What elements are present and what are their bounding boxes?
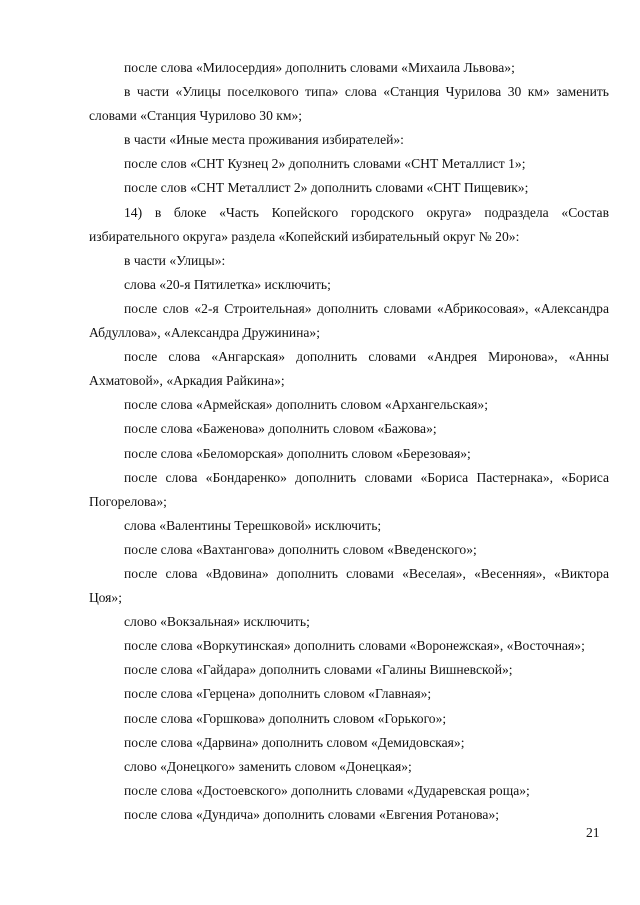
- paragraph: после слова «Гайдара» дополнить словами «Галины Вишневской»;: [124, 662, 513, 678]
- paragraph: в части «Иные места проживания избирателей»:: [124, 132, 404, 148]
- paragraph: после слова «Достоевского» дополнить словами «Дударевская роща»;: [124, 782, 530, 798]
- paragraph: после слова «Баженова» дополнить словом «Бажова»;: [124, 421, 437, 437]
- paragraph: после слов «2-я Строительная» дополнить словами «Абрикосовая», «Александра Абдуллова», «Александра Дружинина»;: [89, 300, 609, 341]
- paragraph: после слова «Дарвина» дополнить словом «Демидовская»;: [124, 734, 465, 750]
- paragraph: после слова «Милосердия» дополнить словами «Михаила Львова»;: [124, 60, 515, 75]
- paragraph: после слов «СНТ Металлист 2» дополнить словами «СНТ Пищевик»;: [124, 180, 529, 196]
- paragraph: после слова «Армейская» дополнить словом «Архангельская»;: [124, 397, 488, 413]
- paragraph: 14) в блоке «Часть Копейского городского округа» подраздела «Состав избирательного округа» раздела «Копейский избирательный округ № 20»:: [89, 204, 609, 244]
- paragraph: слова «Валентины Терешковой» исключить;: [124, 517, 382, 533]
- paragraph: после слова «Вдовина» дополнить словами «Веселая», «Весенняя», «Виктора Цоя»;: [89, 565, 609, 606]
- paragraph: после слова «Беломорская» дополнить словом «Березовая»;: [124, 445, 471, 461]
- paragraph: в части «Улицы поселкового типа» слова «Станция Чурилова 30 км» заменить словами «Станция Чурилово 30 км»;: [89, 84, 609, 124]
- paragraph: после слова «Горшкова» дополнить словом «Горького»;: [124, 710, 447, 726]
- paragraph: в части «Улицы»:: [124, 252, 226, 268]
- paragraph: после слова «Дундича» дополнить словами «Евгения Ротанова»;: [124, 806, 500, 822]
- paragraph: после слова «Герцена» дополнить словом «Главная»;: [124, 686, 432, 702]
- paragraph: после слова «Бондаренко» дополнить словами «Бориса Пастернака», «Бориса Погорелова»;: [89, 469, 609, 509]
- paragraph: после слова «Вахтангова» дополнить словом «Введенского»;: [124, 541, 477, 557]
- paragraph: слово «Донецкого» заменить словом «Донецкая»;: [124, 758, 412, 774]
- paragraph: после слова «Ангарская» дополнить словами «Андрея Миронова», «Анны Ахматовой», «Аркадия Райкина»;: [89, 349, 609, 389]
- document-body: [89, 56, 609, 827]
- paragraph: после слова «Воркутинская» дополнить словами «Воронежская», «Восточная»;: [124, 638, 585, 654]
- paragraph: слова «20-я Пятилетка» исключить;: [124, 276, 331, 292]
- paragraph: слово «Вокзальная» исключить;: [124, 614, 310, 630]
- paragraph: после слов «СНТ Кузнец 2» дополнить словами «СНТ Металлист 1»;: [124, 156, 526, 172]
- page-number: 21: [586, 825, 600, 840]
